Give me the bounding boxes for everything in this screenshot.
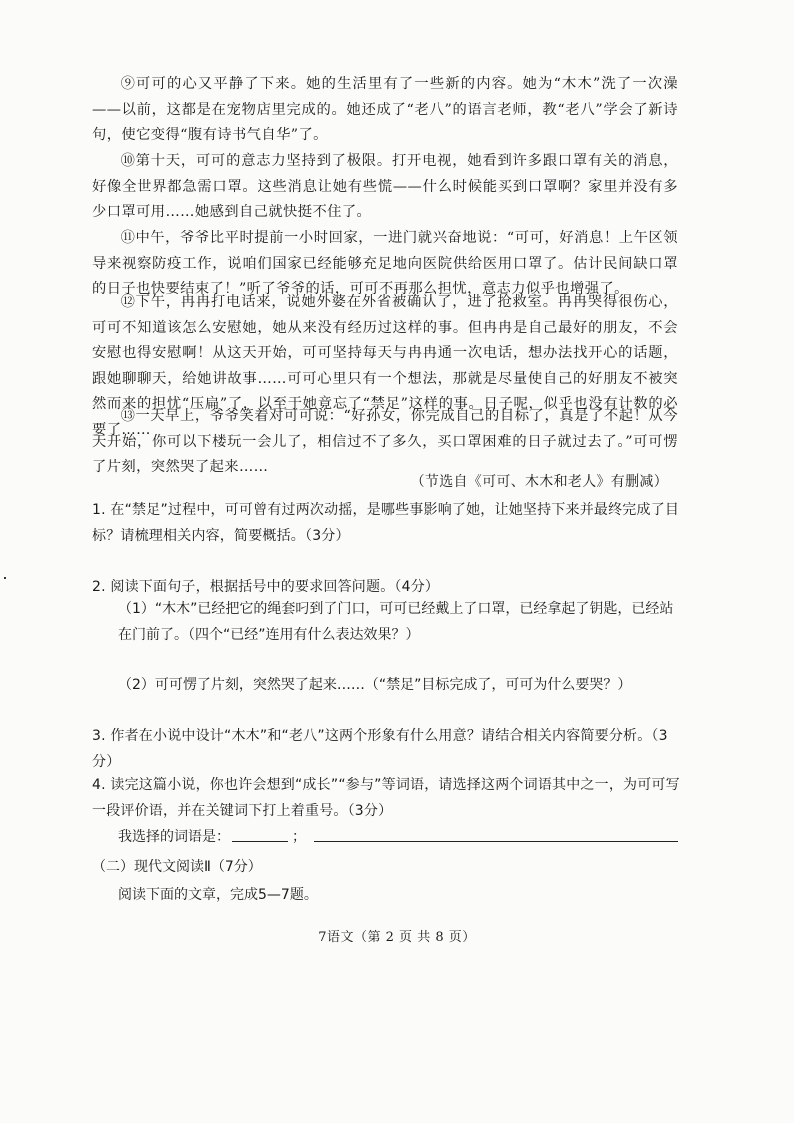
- passage-paragraph-12: ⑫下午，冉冉打电话来，说她外婆在外省被确认了，进了抢救室。冉冉哭得很伤心，可可不知道该怎么安慰她，她从来没有经历过这样的事。但冉冉是自己最好的朋友，不会安慰也得安慰啊！从这天开始，可可坚持每天与冉冉通一次电话，想办法找开心的话题，跟她聊聊天，给她讲故事……可可心里只有一个想法，那就是尽量使自己的好朋友不被突然而来的担忧“压扁”了，以至于她竟忘了“禁足”这样的事。日子呢，似乎也没有计数的必要了……: [92, 294, 678, 438]
- question-2-part-2: （2）可可愣了片刻，突然哭了起来……（“禁足”目标完成了，可可为什么要哭？）: [118, 677, 632, 693]
- page-footer: 7语文（第 2 页 共 8 页）: [318, 930, 476, 945]
- answer-prompt: 我选择的词语是：: [118, 829, 230, 845]
- comment-blank[interactable]: [314, 841, 678, 842]
- answer-line: [118, 826, 678, 848]
- section-instruction: 阅读下面的文章，完成5—7题。: [118, 887, 318, 903]
- question-2-part-1: （1）“木木”已经把它的绳套叼到了门口，可可已经戴上了口罩，已经拿起了钥匙，已经站在门前了。（四个“已经”连用有什么表达效果？）: [118, 601, 674, 643]
- question-4: 4. 读完这篇小说，你也许会想到“成长”“参与”等词语，请选择这两个词语其中之一，为可可写一段评价语，并在关键词下打上着重号。（3分）: [92, 777, 680, 819]
- question-3: 3. 作者在小说中设计“木木”和“老八”这两个形象有什么用意？请结合相关内容简要分析。（3分）: [92, 728, 668, 770]
- passage-paragraph-13: ⑬一天早上，爷爷笑着对可可说：“好孙女，你完成自己的目标了，真是了不起！从今天开始，你可以下楼玩一会儿了，相信过不了多久，买口罩困难的日子就过去了。”可可愣了片刻，突然哭了起来……: [92, 408, 678, 476]
- passage-paragraph-10: ⑩第十天，可可的意志力坚持到了极限。打开电视，她看到许多跟口罩有关的消息，好像全世界都急需口罩。这些消息让她有些慌——什么时候能买到口罩啊？家里并没有多少口罩可用……她感到自己就快挺不住了。: [92, 153, 678, 221]
- section-title: （二）现代文阅读Ⅱ（7分）: [92, 859, 262, 875]
- passage-paragraph-9: ⑨可可的心又平静了下来。她的生活里有了一些新的内容。她为“木木”洗了一次澡——以前，这都是在宠物店里完成的。她还成了“老八”的语言老师，教“老八”学会了新诗句，使它变得“腹有诗书气自华”了。: [92, 76, 678, 144]
- passage-paragraph-11: ⑪中午，爷爷比平时提前一小时回家，一进门就兴奋地说：“可可，好消息！上午区领导来视察防疫工作，说咱们国家已经能够充足地向医院供给医用口罩了。估计民间缺口罩的日子也快要结束了！”听了爷爷的话，可可不再那么担忧，意志力似乎也增强了。: [92, 230, 678, 298]
- scan-speck: [4, 577, 6, 579]
- semicolon: ；: [292, 829, 306, 845]
- question-1: 1. 在“禁足”过程中，可可曾有过两次动摇，是哪些事影响了她，让她坚持下来并最终完成了目标？请梳理相关内容，简要概括。（3分）: [92, 502, 680, 544]
- passage-source: （节选自《可可、木木和老人》有删减）: [410, 474, 668, 490]
- word-blank[interactable]: [232, 841, 288, 842]
- question-2: 2. 阅读下面句子，根据括号中的要求回答问题。（4分）: [92, 579, 440, 595]
